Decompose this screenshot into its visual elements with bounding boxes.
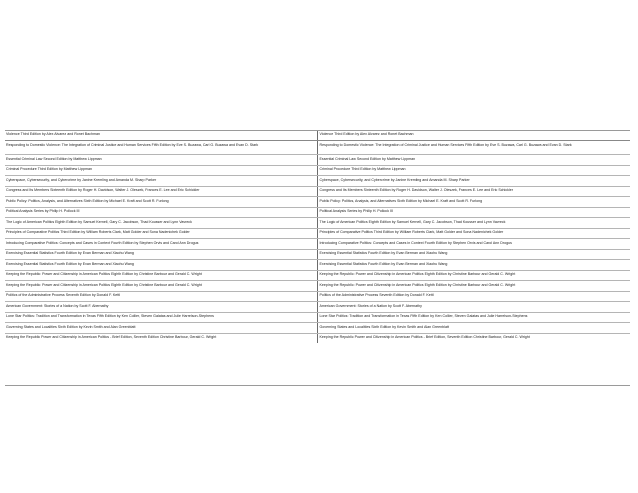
book-title-left-cell: Principles of Comparative Politics Third Edition by William Roberts Clark, Matt Golder and Sona Nadenichek Golder: [5, 228, 317, 238]
table-row: [5, 207, 630, 217]
book-title-left-cell: Politics of the Administrative Process Seventh Edition by Donald F. Kettl: [5, 291, 317, 301]
book-title-right-cell: Governing States and Localities Sixth Edition by Kevin Smith and Alan Greenblatt: [317, 323, 630, 333]
table-row: [5, 218, 630, 228]
book-list-table: [5, 131, 630, 343]
book-title-right-cell: Principles of Comparative Politics Third Edition by William Roberts Clark, Matt Golder and Sona Nadenichek Golder: [317, 228, 630, 238]
table-row: [5, 249, 630, 259]
book-title-left-cell: Public Policy: Politics, Analysis, and Alternatives Sixth Edition by Michael E. Kraft and Scott R. Furlong: [5, 197, 317, 207]
book-title-left-cell: Exercising Essential Statistics Fourth Edition by Evan Berman and Xiaohu Wang: [5, 249, 317, 259]
book-title-right-cell: Political Analysis Series by Philip H. Pollock III: [317, 207, 630, 217]
table-row: [5, 131, 630, 141]
table-row: [5, 228, 630, 238]
book-title-right-cell: Keeping the Republic Power and Citizenship in American Politics - Brief Edition, Seventh Edition Christine Barbour, Gerald C. Wright: [319, 335, 530, 340]
book-title-right-cell: Exercising Essential Statistics Fourth Edition by Evan Berman and Xiaohu Wang: [317, 249, 630, 259]
book-title-right-cell: Responding to Domestic Violence: The Integration of Criminal Justice and Human Services Fifth Edition by Eve S. Buzawa, Carl G. Buzawa and Evan D. Stark: [317, 141, 630, 155]
table-row: [5, 165, 630, 175]
book-title-right-cell: The Logic of American Politics Eighth Edition by Samuel Kernell, Gary C. Jacobson, Thad Kousser and Lynn Vavreck: [317, 218, 630, 228]
book-title-right-cell: Violence Third Edition by Alex Alvarez and Ronet Bachman: [317, 131, 630, 141]
table-row: [5, 239, 630, 249]
table-row: [5, 197, 630, 207]
table-row: [5, 176, 630, 186]
table-row: [5, 333, 630, 343]
table-row: [5, 141, 630, 155]
book-title-left-cell: Cyberspace, Cybersecurity, and Cybercrime by Janine Kremling and Amanda M. Sharp Parker: [5, 176, 317, 186]
book-title-right-cell: Public Policy: Politics, Analysis, and Alternatives Sixth Edition by Michael E. Kraft and Scott R. Furlong: [317, 197, 630, 207]
book-title-left-cell: Essential Criminal Law Second Edition by Matthew Lippman: [5, 155, 317, 165]
book-title-left-cell: Violence Third Edition by Alex Alvarez and Ronet Bachman: [5, 131, 317, 141]
book-title-right-cell: American Government: Stories of a Nation by Scott F. Abernathy: [317, 302, 630, 312]
book-title-right-cell: Essential Criminal Law Second Edition by Matthew Lippman: [317, 155, 630, 165]
book-title-left-cell: Governing States and Localities Sixth Edition by Kevin Smith and Alan Greenblatt: [5, 323, 317, 333]
book-title-left-cell: Congress and Its Members Sixteenth Edition by Roger H. Davidson, Walter J. Oleszek, Frances E. Lee and Eric Schickler: [5, 186, 317, 196]
table-row: [5, 270, 630, 280]
book-title-left-cell: Exercising Essential Statistics Fourth Edition by Evan Berman and Xiaohu Wang: [5, 260, 317, 270]
table-row: [5, 281, 630, 291]
book-title-right-cell: Introducing Comparative Politics: Concepts and Cases in Context Fourth Edition by Stephen Orvis and Carol Ann Drogus: [317, 239, 630, 249]
book-title-left-cell: Keeping the Republic Power and Citizenship in American Politics - Brief Edition, Seventh Edition Christine Barbour, Gerald C. Wright: [5, 333, 317, 343]
book-title-left-cell: American Government: Stories of a Nation by Scott F. Abernathy: [5, 302, 317, 312]
table-row: [5, 186, 630, 196]
book-title-left-cell: Political Analysis Series by Philip H. Pollock III: [5, 207, 317, 217]
table-row: [5, 323, 630, 333]
book-title-left-cell: Lone Star Politics: Tradition and Transformation in Texas Fifth Edition by Ken Collier, Steven Galatas and Julie Harrelson-Stephens: [5, 312, 317, 322]
book-title-right-cell: Exercising Essential Statistics Fourth Edition by Evan Berman and Xiaohu Wang: [317, 260, 630, 270]
table-row: [5, 155, 630, 165]
book-title-right-cell: Cyberspace, Cybersecurity, and Cybercrime by Janine Kremling and Amanda M. Sharp Parker: [317, 176, 630, 186]
book-title-right-cell: Congress and Its Members Sixteenth Edition by Roger H. Davidson, Walter J. Oleszek, Frances E. Lee and Eric Schickler: [317, 186, 630, 196]
book-title-right-cell: Keeping the Republic: Power and Citizenship in American Politics Eighth Edition by Christine Barbour and Gerald C. Wright: [317, 270, 630, 280]
table-row: [5, 302, 630, 312]
document-table-container: [5, 130, 630, 386]
book-title-left-cell: Criminal Procedure Third Edition by Matthew Lippman: [5, 165, 317, 175]
book-title-right-cell: Politics of the Administrative Process Seventh Edition by Donald F. Kettl: [317, 291, 630, 301]
book-title-left-cell: Keeping the Republic: Power and Citizenship in American Politics Eighth Edition by Christine Barbour and Gerald C. Wright: [5, 281, 317, 291]
book-title-right-cell: Keeping the Republic: Power and Citizenship in American Politics Eighth Edition by Christine Barbour and Gerald C. Wright: [317, 281, 630, 291]
book-list-body: [5, 131, 630, 343]
book-title-left-cell: Keeping the Republic: Power and Citizenship in American Politics Eighth Edition by Christine Barbour and Gerald C. Wright: [5, 270, 317, 280]
table-row: [5, 260, 630, 270]
table-row: [5, 312, 630, 322]
book-title-left-cell: The Logic of American Politics Eighth Edition by Samuel Kernell, Gary C. Jacobson, Thad Kousser and Lynn Vavreck: [5, 218, 317, 228]
book-title-left-cell: Introducing Comparative Politics: Concepts and Cases in Context Fourth Edition by Stephen Orvis and Carol Ann Drogus: [5, 239, 317, 249]
table-row: [5, 291, 630, 301]
book-title-right-cell: Criminal Procedure Third Edition by Matthew Lippman: [317, 165, 630, 175]
book-title-right-cell: Lone Star Politics: Tradition and Transformation in Texas Fifth Edition by Ken Collier, Steven Galatas and Julie Harrelson-Stephens: [317, 312, 630, 322]
book-title-left-cell: Responding to Domestic Violence: The Integration of Criminal Justice and Human Services Fifth Edition by Eve S. Buzawa, Carl G. Buzawa and Evan D. Stark: [5, 141, 317, 155]
